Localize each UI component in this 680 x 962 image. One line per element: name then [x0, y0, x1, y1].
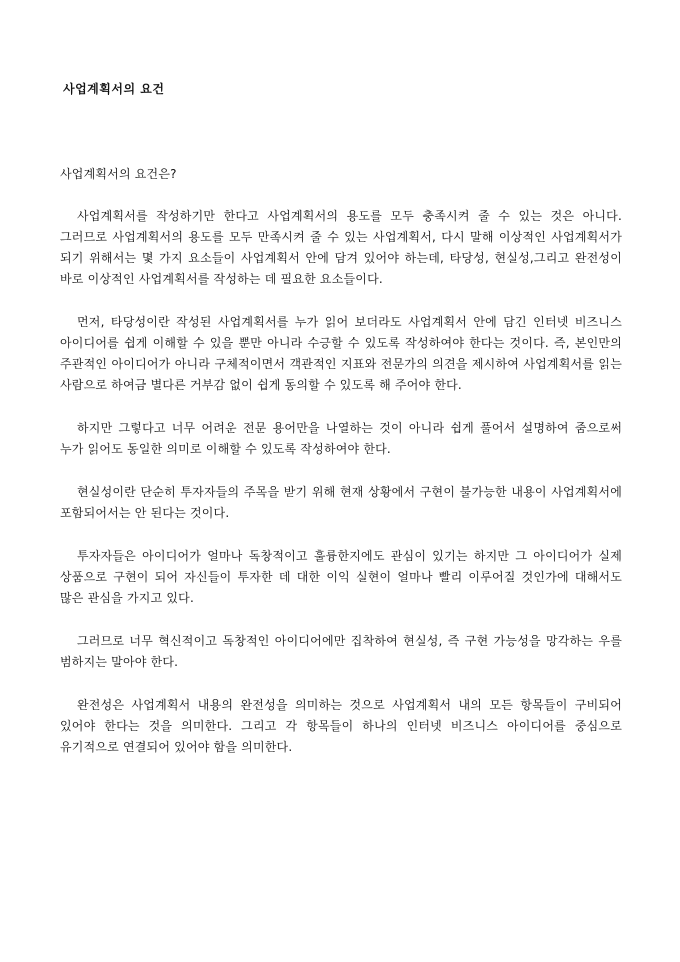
document-title: 사업계획서의 요건 — [63, 82, 165, 96]
paragraph-intro: 사업계획서를 작성하기만 한다고 사업계획서의 용도를 모두 충족시켜 줄 수 있는 것은 아니다. 그러므로 사업계획서의 용도를 모두 만족시켜 줄 수 있는 사업계획서, 다시 말해 이상적인 사업계획서가 되기 위해서는 몇 가지 요소들이 사업계획서 안에 담겨 있어야 하는데, 타당성, 현실성,그리고 완전성이 바로 이상적인 사업계획서를 작성하는 데 필요한 요소들이다. — [60, 209, 622, 286]
paragraph-caution: 그러므로 너무 혁신적이고 독창적인 아이디어에만 집착하여 현실성, 즉 구현 가능성을 망각하는 우를 범하지는 말아야 한다. — [60, 634, 622, 669]
paragraph-plain-language: 하지만 그렇다고 너무 어려운 전문 용어만을 나열하는 것이 아니라 쉽게 풀어서 설명하여 줌으로써 누가 읽어도 동일한 의미로 이해할 수 있도록 작성하여야 한다. — [60, 421, 622, 456]
paragraph-investor-interest: 투자자들은 아이디어가 얼마나 독창적이고 훌륭한지에도 관심이 있기는 하지만 그 아이디어가 실제 상품으로 구현이 되어 자신들이 투자한 데 대한 이익 실현이 얼마나 빨리 이루어질 것인가에 대해서도 많은 관심을 가지고 있다. — [60, 549, 622, 605]
paragraph-feasibility: 현실성이란 단순히 투자자들의 주목을 받기 위해 현재 상황에서 구현이 불가능한 내용이 사업계획서에 포함되어서는 안 된다는 것이다. — [60, 485, 622, 520]
paragraph-completeness: 완전성은 사업계획서 내용의 완전성을 의미하는 것으로 사업계획서 내의 모든 항목들이 구비되어 있어야 한다는 것을 의미한다. 그리고 각 항목들이 하나의 인터넷 비즈니스 아이디어를 중심으로 유기적으로 연결되어 있어야 함을 의미한다. — [60, 698, 622, 754]
section-question: 사업계획서의 요건은? — [60, 167, 177, 181]
document-body — [60, 164, 622, 780]
paragraph-validity: 먼저, 타당성이란 작성된 사업계획서를 누가 읽어 보더라도 사업계획서 안에 담긴 인터넷 비즈니스 아이디어를 쉽게 이해할 수 있을 뿐만 아니라 수긍할 수 있도록 작성하여야 한다는 것이다. 즉, 본인만의 주관적인 아이디어가 아니라 구체적이면서 객관적인 지표와 전문가의 의견을 제시하여 사업계획서를 읽는 사람으로 하여금 별다른 거부감 없이 쉽게 동의할 수 있도록 해 주어야 한다. — [60, 315, 622, 392]
